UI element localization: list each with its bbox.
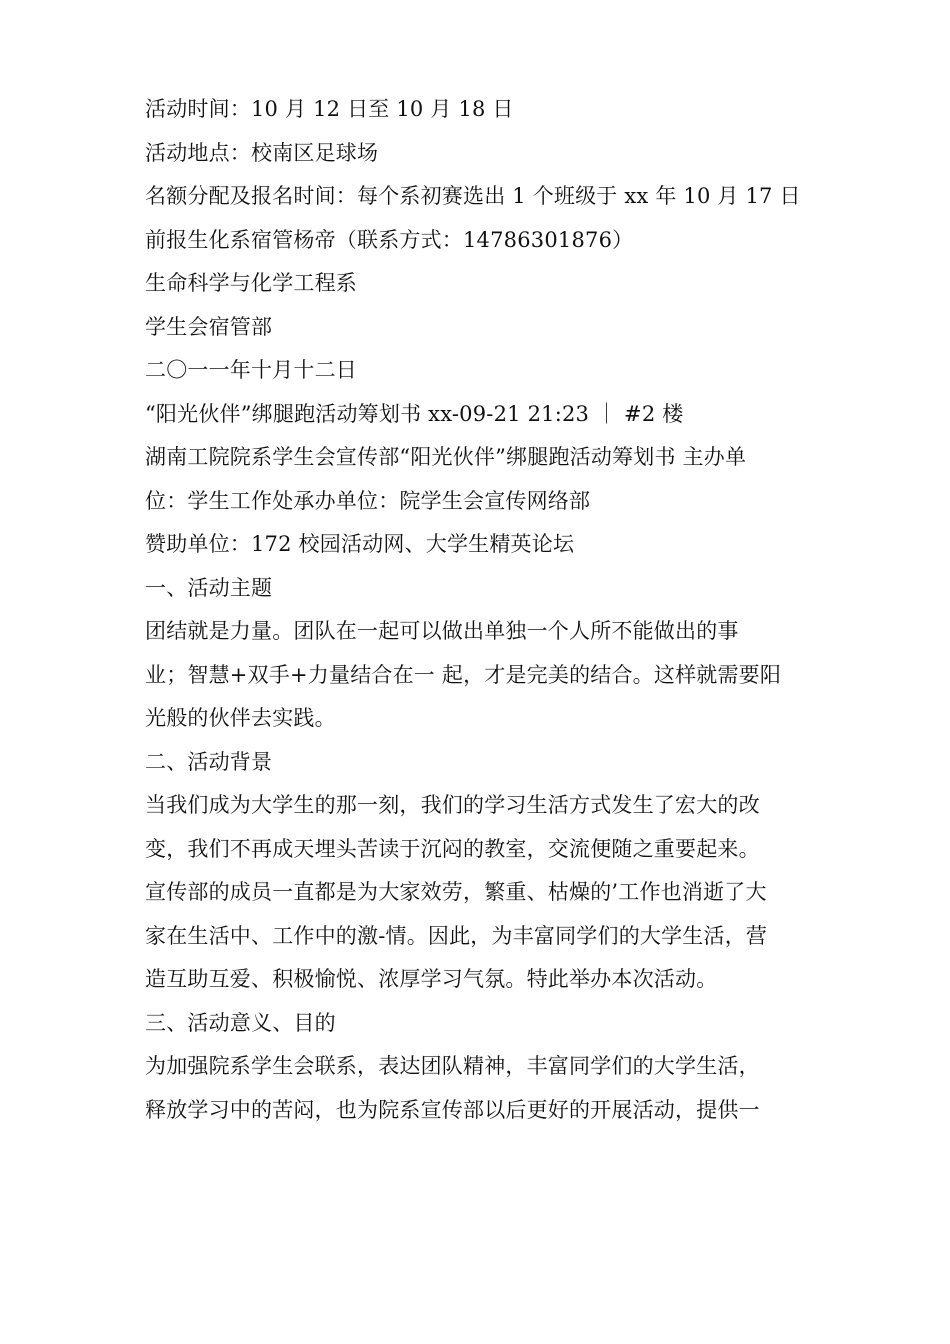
text-line: 生命科学与化学工程系 — [145, 271, 357, 295]
text-line: 宣传部的成员一直都是为大家效劳，繁重、枯燥的’工作也消逝了大 — [145, 880, 767, 904]
text-line: 造互助互爱、积极愉悦、浓厚学习气氛。特此举办本次活动。 — [145, 967, 718, 991]
text-line: 变，我们不再成天埋头苦读于沉闷的教室，交流便随之重要起来。 — [145, 836, 760, 861]
text-line: 当我们成为大学生的那一刻，我们的学习生活方式发生了宏大的改 — [145, 793, 760, 817]
text-line: 业；智慧+双手+力量结合在一 起，才是完美的结合。这样就需要阳 — [145, 662, 782, 687]
text-line: 释放学习中的苦闷，也为院系宣传部以后更好的开展活动，提供一 — [145, 1097, 760, 1122]
text-line: 活动地点：校南区足球场 — [145, 140, 379, 165]
text-line: 学生会宿管部 — [145, 314, 273, 339]
post-heading-line: “阳光伙伴”绑腿跑活动筹划书 xx-09-21 21:23 ｜ #2 楼 — [145, 401, 684, 426]
text-line: 团结就是力量。团队在一起可以做出单独一个人所不能做出的事 — [145, 619, 739, 643]
text-line: 家在生活中、工作中的激-情。因此，为丰富同学们的大学生活，营 — [145, 923, 768, 948]
text-line: 光般的伙伴去实践。 — [145, 706, 336, 730]
document-body — [145, 88, 810, 1132]
text-line: 名额分配及报名时间：每个系初赛选出 1 个班级于 xx 年 10 月 17 日 — [145, 184, 801, 208]
text-line: 二〇一一年十月十二日 — [145, 358, 357, 382]
section-heading: 一、活动主题 — [145, 575, 273, 600]
text-line: 前报生化系宿管杨帝（联系方式：14786301876） — [145, 227, 634, 252]
section-heading: 三、活动意义、目的 — [145, 1010, 336, 1035]
section-heading: 二、活动背景 — [145, 749, 273, 774]
text-line: 为加强院系学生会联系，表达团队精神，丰富同学们的大学生活， — [145, 1054, 760, 1078]
text-line: 湖南工院院系学生会宣传部“阳光伙伴”绑腿跑活动筹划书 主办单 — [145, 445, 747, 469]
text-line: 位：学生工作处承办单位：院学生会宣传网络部 — [145, 488, 591, 513]
text-line: 活动时间：10 月 12 日至 10 月 18 日 — [145, 97, 514, 121]
text-line: 赞助单位：172 校园活动网、大学生精英论坛 — [145, 532, 575, 556]
